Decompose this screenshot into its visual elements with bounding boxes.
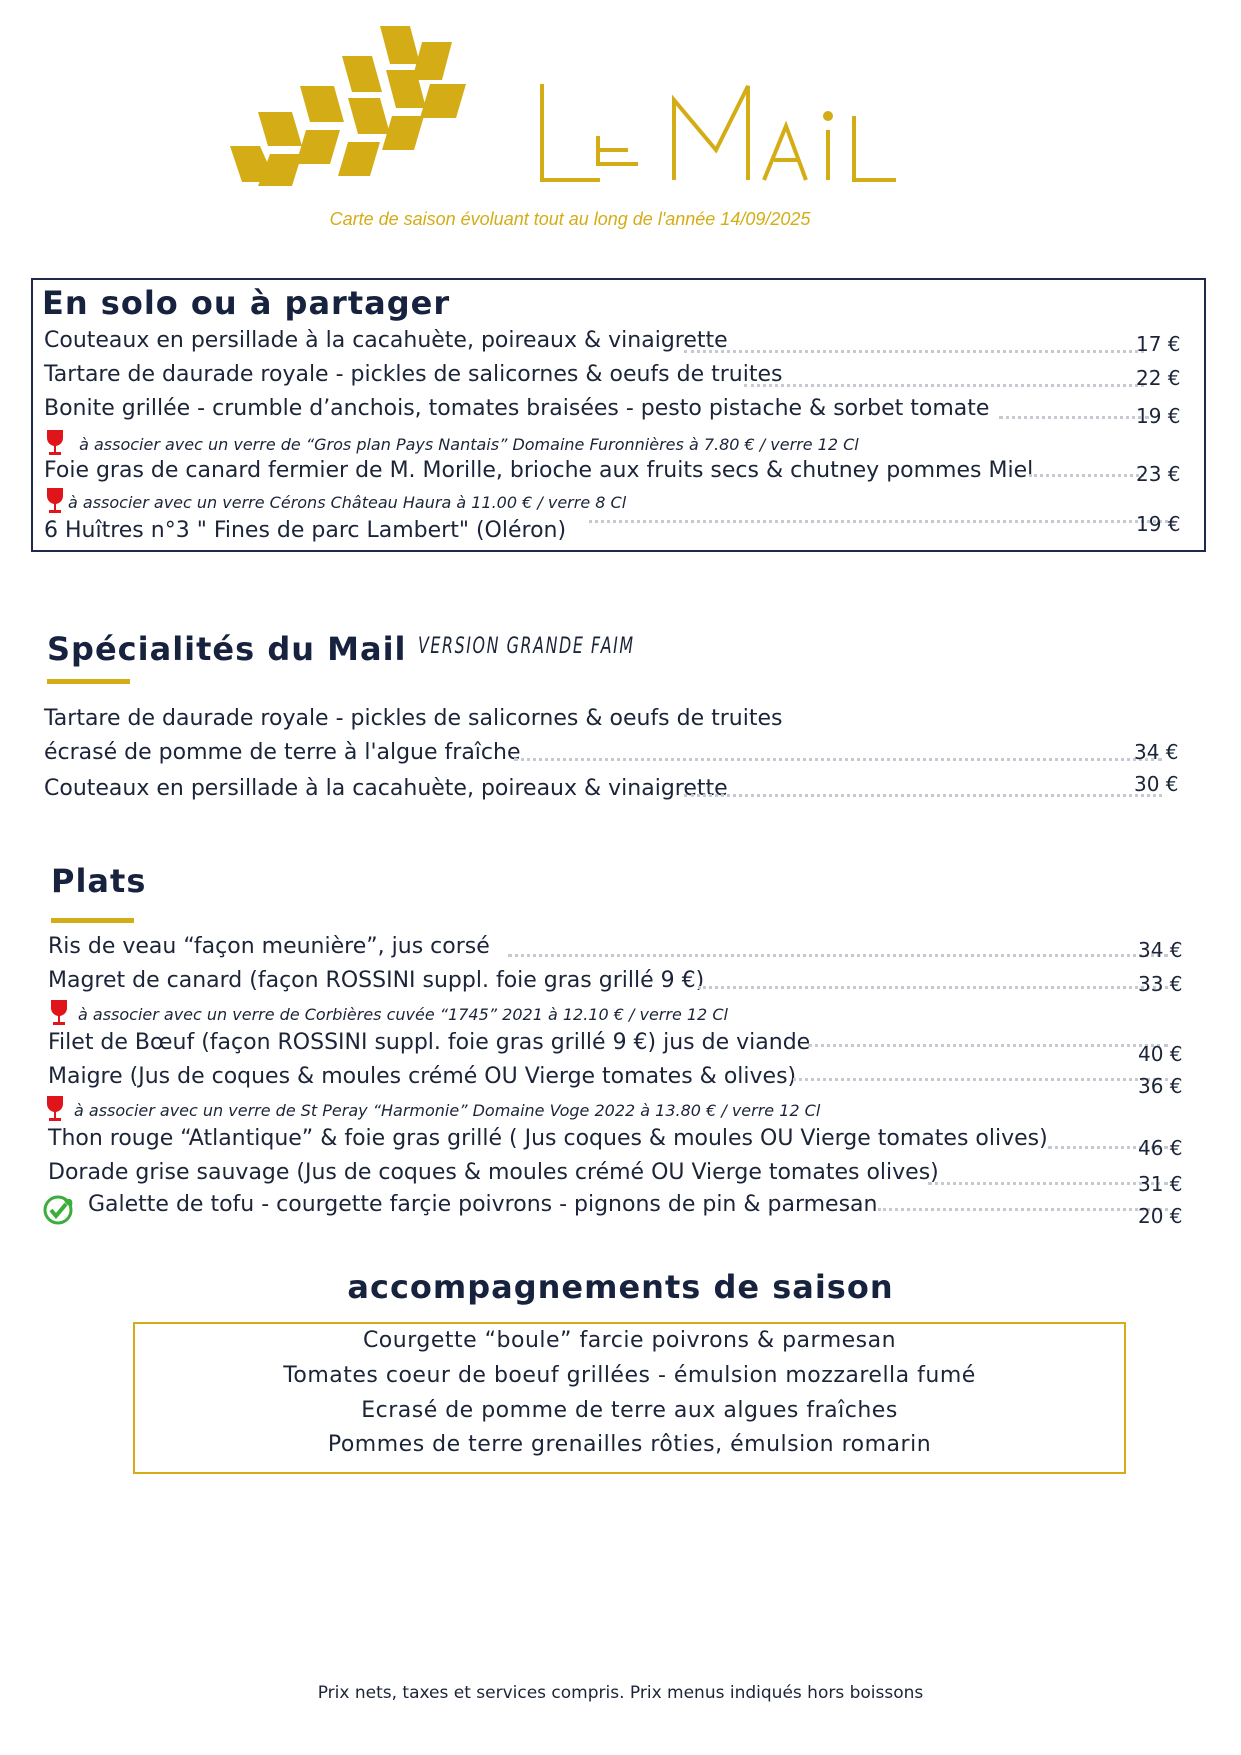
item-name: Filet de Bœuf (façon ROSSINI suppl. foie gras grillé 9 €) jus de viande — [48, 1030, 820, 1055]
menu-item — [48, 1126, 1188, 1160]
version-label: VERSION GRANDE FAIM — [418, 634, 635, 659]
menu-item — [48, 934, 1188, 964]
item-price: 46 € — [1138, 1136, 1183, 1160]
item-name: Tartare de daurade royale - pickles de salicornes & oeufs de truites — [44, 362, 792, 387]
wine-pairing — [48, 1000, 728, 1026]
accompagnements-title: accompagnements de saison — [347, 1268, 894, 1306]
menu-item — [44, 328, 1184, 358]
item-price: 17 € — [1136, 332, 1181, 356]
item-price: 40 € — [1138, 1042, 1183, 1066]
item-name: Bonite grillée - crumble d’anchois, tomates braisées - pesto pistache & sorbet tomate — [44, 396, 999, 421]
item-price: 22 € — [1136, 366, 1181, 390]
wine-pairing-text: à associer avec un verre de Corbières cuvée “1745” 2021 à 12.10 € / verre 12 Cl — [78, 1005, 728, 1024]
wine-pairing — [44, 488, 626, 514]
item-name: écrasé de pomme de terre à l'algue fraîche — [44, 740, 530, 765]
season-subtitle: Carte de saison évoluant tout au long de l'année 14/09/2025 — [329, 209, 811, 229]
menu-item — [48, 1160, 1188, 1196]
footer-note: Prix nets, taxes et services compris. Prix menus indiqués hors boissons — [317, 1683, 924, 1703]
vegetarian-check-icon — [42, 1194, 74, 1226]
item-name: 6 Huîtres n°3 " Fines de parc Lambert" (Oléron) — [44, 518, 576, 543]
item-price: 34 € — [1138, 938, 1183, 962]
solo-section-title: En solo ou à partager — [42, 284, 451, 322]
item-name: Ris de veau “façon meunière”, jus corsé — [48, 934, 500, 959]
menu-item — [88, 1192, 1228, 1228]
menu-item — [44, 362, 1184, 392]
item-name: Magret de canard (façon ROSSINI suppl. foie gras grillé 9 €) — [48, 968, 714, 993]
side-dish: Pommes de terre grenailles rôties, émulsion romarin — [327, 1432, 932, 1457]
wine-glass-icon — [44, 488, 66, 514]
wine-pairing — [44, 1096, 820, 1122]
item-name: Tartare de daurade royale - pickles de salicornes & oeufs de truites — [44, 706, 792, 731]
section-underline — [47, 679, 130, 684]
menu-item — [48, 1030, 1188, 1066]
item-name: Galette de tofu - courgette farçie poivrons - pignons de pin & parmesan — [88, 1192, 887, 1217]
geometric-diamond-logo-icon — [230, 26, 510, 186]
item-name: Couteaux en persillade à la cacahuète, poireaux & vinaigrette — [44, 328, 738, 353]
item-price: 20 € — [1138, 1204, 1183, 1228]
side-dish: Tomates coeur de boeuf grillées - émulsion mozzarella fumé — [283, 1363, 976, 1388]
item-price: 34 € — [1134, 740, 1179, 764]
item-name: Foie gras de canard fermier de M. Morille, brioche aux fruits secs & chutney pommes Miel — [44, 458, 1043, 483]
menu-item — [44, 706, 1184, 736]
item-name: Thon rouge “Atlantique” & foie gras grillé ( Jus coques & moules OU Vierge tomates olives) — [48, 1126, 1058, 1151]
item-name: Dorade grise sauvage (Jus de coques & moules crémé OU Vierge tomates olives) — [48, 1160, 949, 1185]
menu-item — [44, 396, 1184, 426]
wine-glass-icon — [44, 1096, 66, 1122]
menu-item — [44, 458, 1184, 488]
menu-item — [44, 512, 1184, 548]
item-price: 30 € — [1134, 772, 1179, 796]
item-name: Couteaux en persillade à la cacahuète, poireaux & vinaigrette — [44, 776, 738, 801]
menu-item — [48, 968, 1188, 998]
plats-section-title: Plats — [51, 862, 147, 900]
wine-glass-icon — [44, 430, 66, 456]
item-price: 31 € — [1138, 1172, 1183, 1196]
section-underline — [51, 918, 134, 923]
item-price: 23 € — [1136, 462, 1181, 486]
item-price: 19 € — [1136, 512, 1181, 536]
side-dish: Courgette “boule” farcie poivrons & parmesan — [362, 1328, 897, 1353]
wine-pairing-text: à associer avec un verre Cérons Château Haura à 11.00 € / verre 8 Cl — [68, 493, 627, 512]
wine-pairing-text: à associer avec un verre de St Peray “Harmonie” Domaine Voge 2022 à 13.80 € / verre 12 Cl — [74, 1101, 821, 1120]
item-price: 33 € — [1138, 972, 1183, 996]
item-name: Maigre (Jus de coques & moules crémé OU Vierge tomates & olives) — [48, 1064, 806, 1089]
item-price: 19 € — [1136, 404, 1181, 428]
menu-item — [48, 1064, 1188, 1098]
menu-item — [44, 740, 1184, 770]
wine-glass-icon — [48, 1000, 70, 1026]
item-price: 36 € — [1138, 1074, 1183, 1098]
wine-pairing-text: à associer avec un verre de “Gros plan Pays Nantais” Domaine Furonnières à 7.80 € / verre 12 Cl — [74, 435, 859, 454]
side-dish: Ecrasé de pomme de terre aux algues fraîches — [361, 1398, 898, 1423]
specialites-section-title: Spécialités du Mail — [47, 630, 407, 668]
menu-item — [44, 772, 1184, 806]
wine-pairing — [44, 430, 859, 456]
logo-wordmark — [538, 80, 898, 186]
